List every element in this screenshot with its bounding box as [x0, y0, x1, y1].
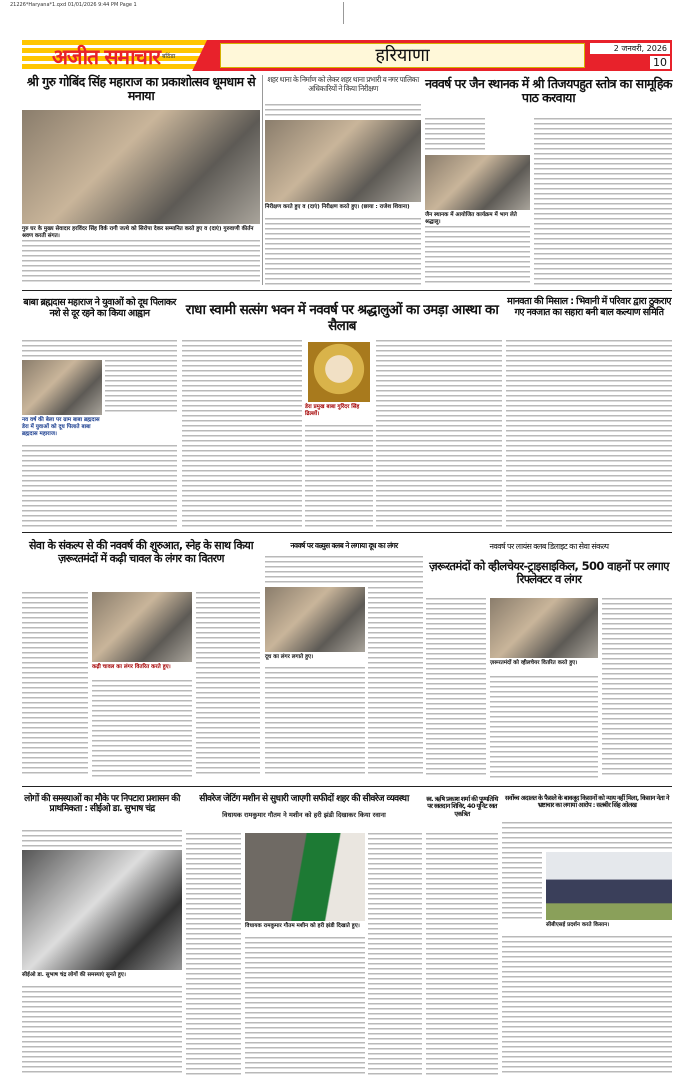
story-headline: बाबा ब्रह्मदास महाराज ने युवाओं को दूध पिलाकर नशे से दूर रहने का किया आह्वान: [23, 297, 176, 319]
photo-caption: विधायक रामकुमार गौतम मशीन को हरी झंडी दिखाते हुए।: [245, 923, 360, 929]
story-body: [368, 833, 422, 1076]
story-body: [182, 340, 302, 528]
story-body: [22, 986, 182, 1076]
story-body: [502, 822, 672, 850]
story-body: [502, 936, 672, 1076]
photo-caption: निरीक्षण करते हुए व (दाएं) निरीक्षण करते हुए। (छाया : राजेश शिवाना): [265, 204, 410, 210]
print-slug: 21226*Haryana*1.qxd 01/01/2026 9:44 PM Page 1: [10, 2, 137, 8]
story-body: [506, 340, 672, 528]
story-headline: मानवता की मिसाल : भिवानी में परिवार द्वारा ठुकराए गए नवजात का सहारा बनी बाल कल्याण समिति: [507, 296, 671, 318]
story-headline: राधा स्वामी सत्संग भवन में नववर्ष पर श्रद्धालुओं का उमड़ा आस्था का सैलाब: [185, 302, 499, 334]
story-photo: [546, 852, 672, 920]
story-headline: स्व. ऋषि प्रकाश शर्मा की पुण्यतिथि पर रक्तदान शिविर, 40 यूनिट रक्त एकत्रित: [426, 795, 498, 818]
story-body: [425, 226, 530, 286]
story-body: [186, 833, 241, 1076]
story-photo: [245, 833, 365, 921]
section-title: हरियाणा: [220, 43, 585, 68]
edition-label: बठिंडा: [162, 53, 176, 60]
divider: [22, 786, 672, 787]
photo-caption: जैन स्थानक में आयोजित कार्यक्रम में भाग लेते श्रद्धालु।: [425, 212, 517, 225]
issue-date: 2 जनवरी, 2026: [590, 43, 670, 54]
story-photo: [490, 598, 598, 658]
story-photo: [92, 592, 192, 662]
photo-caption: ज़रूरतमंदों को व्हीलचेयर वितरित करते हुए।: [490, 660, 578, 666]
story-headline: नववर्ष पर जैन स्थानक में श्री तिजयपहुत स्तोत्र का सामूहिक पाठ करवाया: [425, 76, 672, 106]
story-body: [502, 852, 542, 922]
story-body: [534, 118, 672, 286]
story-headline: लोगों की समस्याओं का मौके पर निपटारा प्रशासन की प्राथमिकता : सीईओ डा. सुभाष चंद्र: [24, 794, 180, 815]
newspaper-logo: अजीत समाचार: [52, 44, 160, 69]
story-photo: [265, 120, 421, 202]
story-body: [22, 830, 182, 848]
story-body: [92, 680, 192, 777]
story-body: [305, 425, 373, 528]
story-body: [602, 598, 672, 778]
story-body: [265, 556, 423, 584]
story-subhead: विधायक रामकुमार गौतम ने मशीन को हरी झंडी दिखाकर किया रवाना: [222, 811, 386, 819]
story-photo: [425, 155, 530, 210]
story-body: [22, 340, 177, 358]
story-photo: [22, 850, 182, 970]
story-headline: सेवा के संकल्प से की नववर्ष की शुरुआत, स्नेह के साथ किया ज़रूरतमंदों में कढ़ी चावल के लंगर का वितरण: [29, 539, 253, 565]
photo-caption: कढ़ी चावल का लंगर वितरित करते हुए।: [92, 664, 171, 670]
story-body: [105, 360, 177, 415]
story-headline: श्री गुरु गोबिंद सिंह महाराज का प्रकाशोत्सव धूमधाम से मनाया: [26, 74, 256, 104]
story-body: [376, 340, 502, 528]
photo-caption: नव वर्ष की बेला पर ग्राम बाबा ब्रह्मदास डेरा में युवाओं को दूध पिलाते बाबा ब्रह्मदास महाराज।: [22, 417, 100, 437]
story-headline: शहर थाना के निर्माण को लेकर शहर थाना प्रभारी व नगर पालिका अधिकारियों ने किया निरीक्षण: [267, 75, 419, 93]
story-body: [426, 833, 498, 1076]
photo-caption: दूध का लंगर लगाते हुए।: [265, 654, 314, 660]
story-headline: सर्वोच्च अदालत के फैसले के बावजूद किसानों को न्याय नहीं मिला, किसान नेता ने भ्रष्टाचार का लगाया आरोप : सतबीर सिंह ओलख: [505, 794, 669, 810]
story-body: [425, 118, 485, 153]
story-headline: सीवरेज जेटिंग मशीन से सुधारी जाएगी सफीदों शहर की सीवरेज व्यवस्था: [199, 794, 409, 804]
story-photo: [308, 342, 370, 402]
story-body: [265, 667, 365, 777]
story-headline: नववर्ष पर वल्र्युस क्लब ने लगाया दूध का लंगर: [290, 541, 398, 550]
story-body: [22, 240, 260, 285]
column-divider: [262, 75, 263, 285]
photo-caption: गुरु घर के मुख्य सेवादार हरविंदर सिंह विर्क रागी जत्थे को सिरोपा देकर सम्मानित करते हुए व (दाएं) गुरुवाणी कीर्तन श्रवण करती संगत।: [22, 226, 254, 239]
story-body: [196, 592, 260, 777]
story-body: [245, 937, 365, 1076]
divider: [22, 532, 672, 533]
story-headline: नववर्ष पर लायंस क्लब डिलाइट का सेवा संकल्प: [489, 542, 609, 551]
photo-caption: सीबीएसई प्रदर्शन करते किसान।: [546, 922, 610, 928]
story-body: [490, 676, 598, 778]
story-body: [426, 598, 486, 778]
photo-caption: सीईओ डा. सुभाष चंद्र लोगों की समस्याएं सुनते हुए।: [22, 972, 126, 978]
crop-mark: [343, 2, 344, 24]
story-body: [265, 104, 421, 118]
story-photo: [265, 587, 365, 652]
story-body: [368, 587, 423, 777]
story-body: [22, 445, 177, 527]
page-number: 10: [650, 56, 670, 69]
story-body: [265, 218, 421, 285]
divider: [22, 290, 672, 291]
story-subhead: ज़रूरतमंदों को व्हीलचेयर-ट्राइसाइकिल, 500 वाहनों पर लगाए रिफ्लेक्टर व लंगर: [429, 559, 669, 587]
story-photo: [22, 360, 102, 415]
story-photo: [22, 110, 260, 224]
story-body: [22, 592, 88, 777]
photo-caption: डेरा प्रमुख बाबा गुरिंदर सिंह ढिल्लों।: [305, 404, 360, 417]
